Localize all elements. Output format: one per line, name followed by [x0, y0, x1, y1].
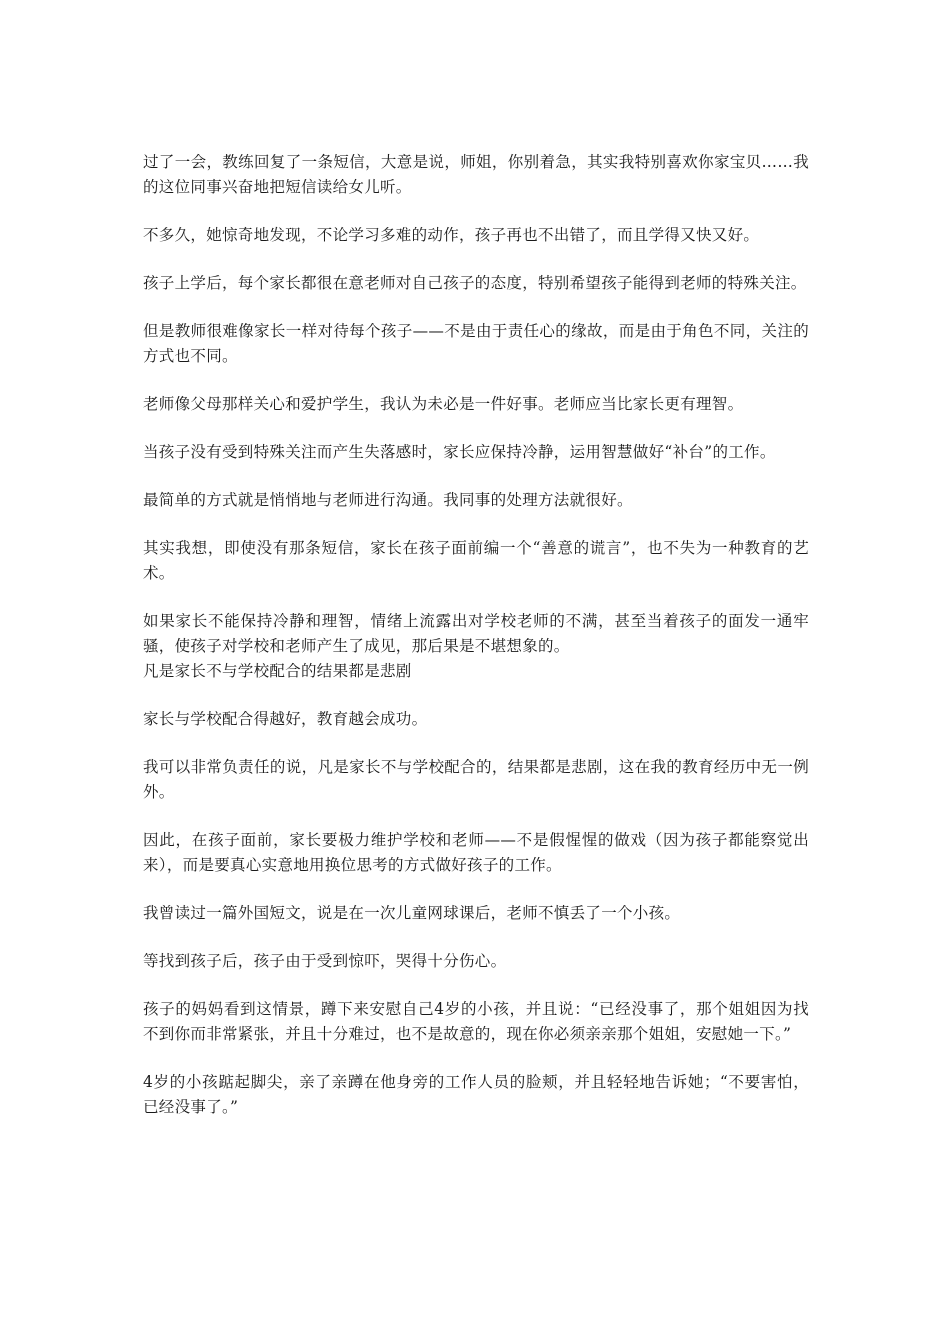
paragraph: 4岁的小孩踮起脚尖，亲了亲蹲在他身旁的工作人员的脸颊，并且轻轻地告诉她；“不要害怕，已经没事了。” — [143, 1073, 809, 1116]
paragraph: 但是教师很难像家长一样对待每个孩子——不是由于责任心的缘故，而是由于角色不同，关注的方式也不同。 — [143, 322, 809, 365]
paragraph: 因此，在孩子面前，家长要极力维护学校和老师——不是假惺惺的做戏（因为孩子都能察觉出来），而是要真心实意地用换位思考的方式做好孩子的工作。 — [143, 831, 809, 874]
paragraph: 我曾读过一篇外国短文，说是在一次儿童网球课后，老师不慎丢了一个小孩。 — [143, 904, 681, 922]
section-heading: 凡是家长不与学校配合的结果都是悲剧 — [143, 662, 412, 680]
paragraph: 我可以非常负责任的说，凡是家长不与学校配合的，结果都是悲剧，这在我的教育经历中无一例外。 — [143, 758, 809, 801]
paragraph: 孩子的妈妈看到这情景，蹲下来安慰自己4岁的小孩，并且说：“已经没事了，那个姐姐因为找不到你而非常紧张，并且十分难过，也不是故意的，现在你必须亲亲那个姐姐，安慰她一下。” — [143, 1000, 809, 1043]
paragraph: 其实我想，即使没有那条短信，家长在孩子面前编一个“善意的谎言”，也不失为一种教育的艺术。 — [143, 539, 809, 582]
paragraph: 老师像父母那样关心和爱护学生，我认为未必是一件好事。老师应当比家长更有理智。 — [143, 395, 744, 413]
paragraph: 当孩子没有受到特殊关注而产生失落感时，家长应保持冷静，运用智慧做好“补台”的工作。 — [143, 443, 776, 461]
document-body — [143, 150, 809, 1120]
paragraph: 过了一会，教练回复了一条短信，大意是说，师姐，你别着急，其实我特别喜欢你家宝贝……我的这位同事兴奋地把短信读给女儿听。 — [143, 153, 809, 196]
paragraph: 如果家长不能保持冷静和理智，情绪上流露出对学校老师的不满，甚至当着孩子的面发一通牢骚，使孩子对学校和老师产生了成见，那后果是不堪想象的。 — [143, 612, 809, 655]
paragraph: 家长与学校配合得越好，教育越会成功。 — [143, 710, 428, 728]
paragraph: 孩子上学后，每个家长都很在意老师对自己孩子的态度，特别希望孩子能得到老师的特殊关注。 — [143, 274, 807, 292]
paragraph: 等找到孩子后，孩子由于受到惊吓，哭得十分伤心。 — [143, 952, 507, 970]
paragraph: 最简单的方式就是悄悄地与老师进行沟通。我同事的处理方法就很好。 — [143, 491, 633, 509]
paragraph: 不多久，她惊奇地发现，不论学习多难的动作，孩子再也不出错了，而且学得又快又好。 — [143, 226, 760, 244]
